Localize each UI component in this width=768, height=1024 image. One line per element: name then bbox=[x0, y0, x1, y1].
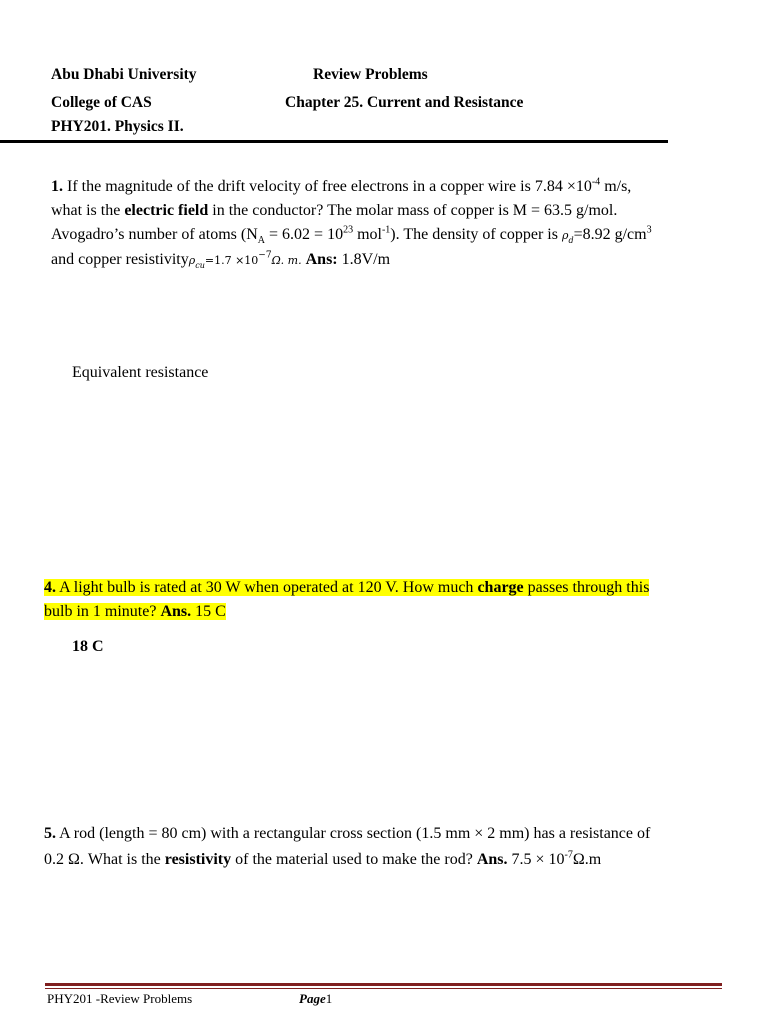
q4-line-2: bulb in 1 minute? Ans. 15 C bbox=[44, 603, 226, 620]
q5-line-2: 0.2 Ω. What is the resistivity of the material used to make the rod? Ans. $7.5 \times 10^{-7}\Omega.m$ bbox=[44, 849, 602, 868]
q1-line-3: Avogadro’s number of atoms ($N_A = 6.02 = 10^{23}$ mol$^{-1}$). The density of copper is $\rho_d=8.92$ $g/cm^3$ bbox=[51, 224, 652, 247]
document-title: Review Problems bbox=[313, 66, 428, 83]
q1-line-4: and copper resistivityρ$_{cu}$=1.7 $\times 10^{-7}\Omega$. m. Ans: 1.8V/m bbox=[51, 250, 391, 271]
chapter-title: Chapter 25. Current and Resistance bbox=[285, 94, 524, 111]
q1-line-1: 1. If the magnitude of the drift velocity of free electrons in a copper wire is $7.84 \times 10^{-4}$ m/s, bbox=[51, 176, 632, 195]
page-number: Page1 bbox=[299, 991, 333, 1006]
q1-line-2: what is the electric field in the conductor? The molar mass of copper is M = 63.5 g/mol. bbox=[51, 202, 618, 219]
question-1 bbox=[51, 175, 731, 273]
answer-note-18c: 18 C bbox=[72, 638, 104, 655]
footer-rule-thick bbox=[45, 983, 722, 986]
question-5 bbox=[44, 821, 724, 873]
question-4 bbox=[44, 576, 724, 624]
footer-rule-thin bbox=[45, 988, 722, 989]
university-name: Abu Dhabi University bbox=[51, 66, 197, 83]
header-rule bbox=[0, 140, 668, 143]
q4-line-1: 4. A light bulb is rated at 30 W when operated at 120 V. How much charge passes through this bbox=[44, 579, 650, 596]
course-code: PHY201. Physics II. bbox=[51, 118, 184, 135]
q5-line-1: 5. A rod (length = 80 cm) with a rectangular cross section (1.5 mm × 2 mm) has a resistance of bbox=[44, 825, 651, 842]
footer-left-text: PHY201 -Review Problems bbox=[47, 991, 193, 1006]
college-name: College of CAS bbox=[51, 94, 152, 111]
equivalent-resistance-note: Equivalent resistance bbox=[72, 364, 209, 381]
